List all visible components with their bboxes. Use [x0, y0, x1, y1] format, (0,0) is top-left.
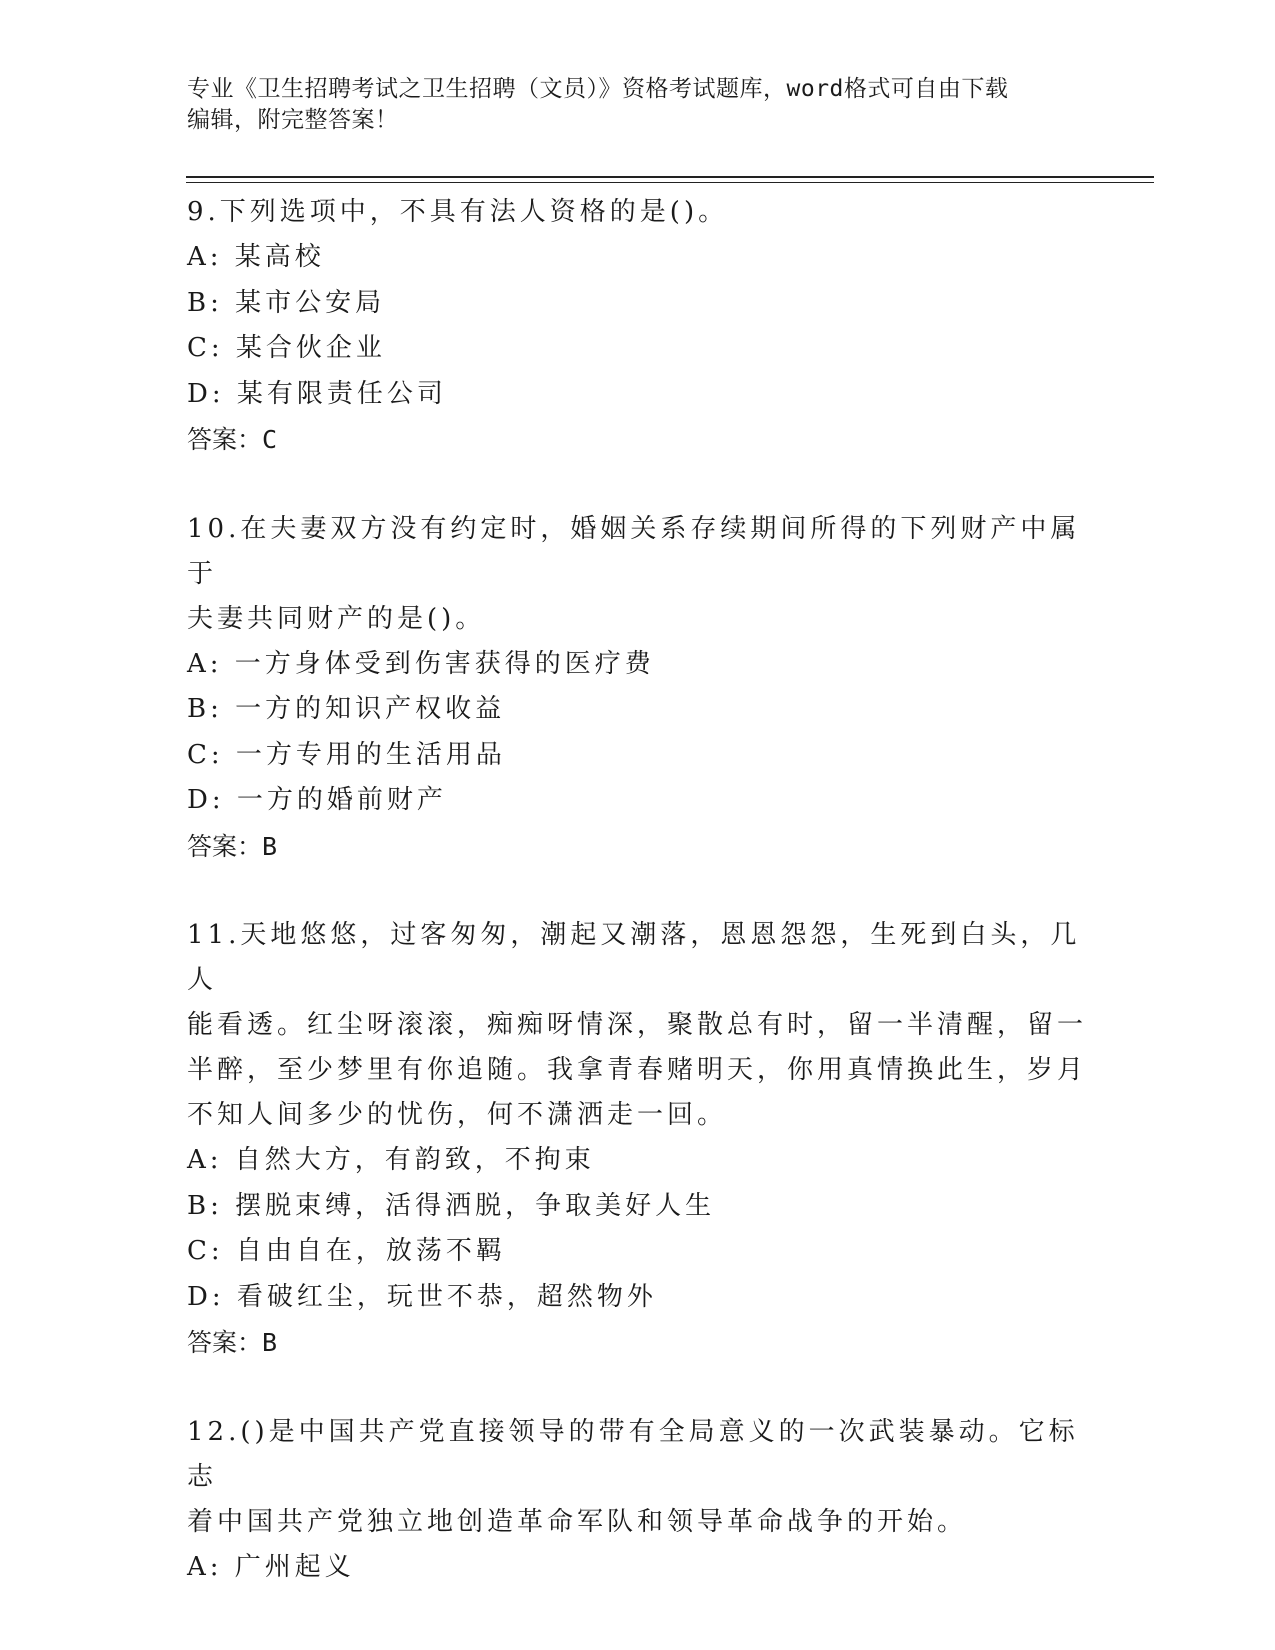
question-stem-line: 半醉，至少梦里有你追随。我拿青春赌明天，你用真情换此生，岁月	[187, 1055, 1088, 1085]
question-list	[187, 190, 1087, 1634]
question-stem-line: 11.天地悠悠，过客匆匆，潮起又潮落，恩恩怨怨，生死到白头，几人	[187, 920, 1081, 995]
question-block	[187, 1410, 1087, 1591]
answer-option: A: 广州起义	[187, 1551, 355, 1582]
question-block	[187, 507, 1087, 870]
question-block	[187, 190, 1087, 463]
answer-option: D: 看破红尘，玩世不恭，超然物外	[187, 1281, 657, 1312]
answer-option: C: 一方专用的生活用品	[187, 739, 506, 770]
answer-option: B: 摆脱束缚，活得洒脱，争取美好人生	[187, 1190, 716, 1221]
question-stem-line: 不知人间多少的忧伤，何不潇洒走一回。	[187, 1100, 728, 1130]
question-stem-line: 9.下列选项中，不具有法人资格的是()。	[187, 197, 729, 227]
answer-option: A: 某高校	[187, 242, 325, 272]
answer-option: D: 一方的婚前财产	[187, 785, 447, 815]
answer-key: 答案：B	[187, 1328, 278, 1357]
question-stem-line: 12.()是中国共产党直接领导的带有全局意义的一次武装暴动。它标志	[187, 1416, 1079, 1492]
question-stem-line: 着中国共产党独立地创造革命军队和领导革命战争的开始。	[187, 1506, 968, 1537]
question-stem-line: 能看透。红尘呀滚滚，痴痴呀情深，聚散总有时，留一半清醒，留一	[187, 1010, 1088, 1040]
answer-key: 答案：B	[187, 831, 278, 861]
answer-option: D: 某有限责任公司	[187, 378, 447, 409]
header-line-2: 编辑，附完整答案！	[187, 107, 399, 133]
answer-option: B: 一方的知识产权收益	[187, 694, 506, 724]
answer-option: B: 某市公安局	[187, 287, 386, 318]
answer-option: A: 自然大方，有韵致，不拘束	[187, 1145, 595, 1175]
question-stem-line: 夫妻共同财产的是()。	[187, 603, 486, 634]
question-block	[187, 913, 1087, 1366]
header-line-1: 专业《卫生招聘考试之卫生招聘（文员）》资格考试题库，word格式可自由下载	[187, 76, 1009, 102]
answer-option: A: 一方身体受到伤害获得的医疗费	[187, 648, 655, 679]
header-divider	[186, 176, 1154, 178]
document-header	[187, 74, 1067, 136]
answer-option: C: 自由自在，放荡不羁	[187, 1236, 506, 1266]
answer-option: C: 某合伙企业	[187, 333, 386, 363]
header-divider-thin	[186, 182, 1154, 183]
question-stem-line: 10.在夫妻双方没有约定时，婚姻关系存续期间所得的下列财产中属于	[187, 513, 1081, 589]
answer-key: 答案：C	[187, 425, 278, 454]
